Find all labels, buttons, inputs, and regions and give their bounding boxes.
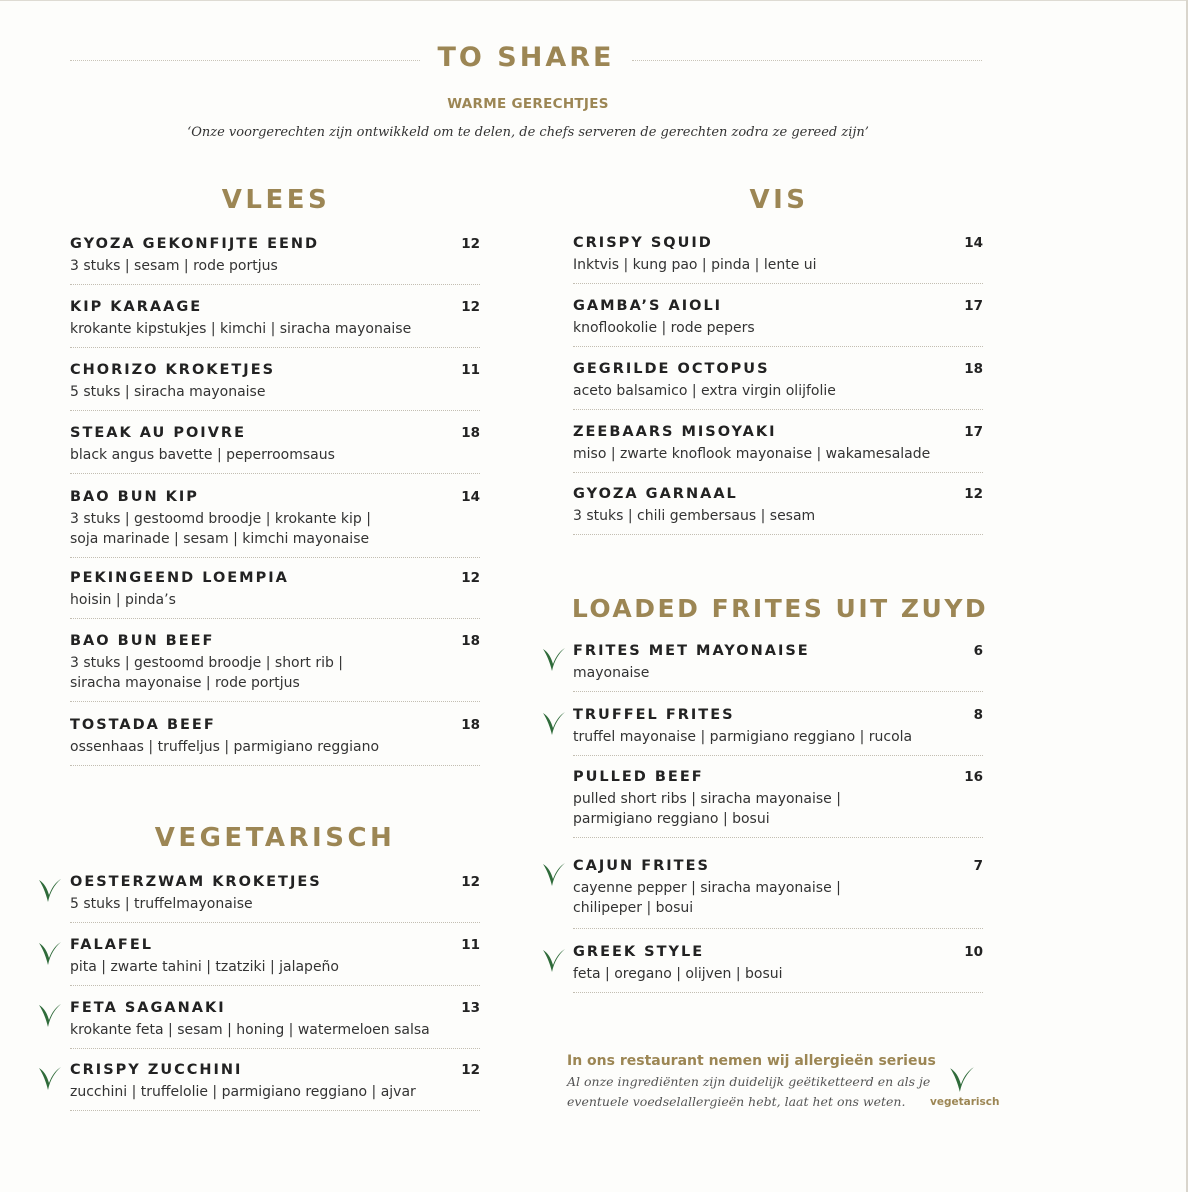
item-divider	[573, 992, 983, 993]
vegetarian-leaf-icon	[37, 1064, 63, 1092]
item-name: KIP KARAAGE	[70, 299, 203, 315]
item-name: BAO BUN KIP	[70, 489, 199, 505]
item-description: knoflookolie | rode pepers	[573, 320, 755, 336]
item-description: krokante feta | sesam | honing | watermeloen salsa	[70, 1022, 430, 1038]
item-description: 5 stuks | siracha mayonaise	[70, 384, 266, 400]
item-price: 18	[461, 633, 480, 649]
section-title-frites: LOADED FRITES UIT ZUYD	[571, 594, 989, 623]
item-description: Inktvis | kung pao | pinda | lente ui	[573, 257, 817, 273]
item-price: 12	[461, 874, 480, 890]
item-divider	[70, 1048, 480, 1049]
item-name: FETA SAGANAKI	[70, 1000, 226, 1016]
item-description: siracha mayonaise | rode portjus	[70, 675, 300, 691]
section-title-vegetarisch: VEGETARISCH	[154, 823, 396, 853]
vegetarian-leaf-icon	[541, 709, 567, 737]
item-description: truffel mayonaise | parmigiano reggiano | rucola	[573, 729, 913, 745]
item-divider	[70, 410, 480, 411]
item-name: CAJUN FRITES	[573, 858, 710, 874]
item-description: chilipeper | bosui	[573, 900, 694, 916]
item-price: 11	[461, 362, 480, 378]
item-price: 10	[964, 944, 983, 960]
item-name: GYOZA GEKONFIJTE EEND	[70, 236, 320, 252]
item-price: 14	[461, 489, 480, 505]
vegetarian-legend-leaf-icon	[948, 1064, 976, 1094]
item-divider	[573, 472, 983, 473]
item-divider	[573, 409, 983, 410]
item-name: BAO BUN BEEF	[70, 633, 215, 649]
item-name: PEKINGEEND LOEMPIA	[70, 570, 289, 586]
item-divider	[70, 347, 480, 348]
item-price: 12	[461, 236, 480, 252]
item-name: ZEEBAARS MISOYAKI	[573, 424, 777, 440]
vegetarian-leaf-icon	[37, 1001, 63, 1029]
item-name: OESTERZWAM KROKETJES	[70, 874, 322, 890]
item-divider	[573, 837, 983, 838]
item-description: krokante kipstukjes | kimchi | siracha mayonaise	[70, 321, 412, 337]
item-name: GYOZA GARNAAL	[573, 486, 738, 502]
item-description: ossenhaas | truffeljus | parmigiano reggiano	[70, 739, 380, 755]
item-name: GEGRILDE OCTOPUS	[573, 361, 770, 377]
item-divider	[70, 765, 480, 766]
item-price: 12	[964, 486, 983, 502]
item-price: 18	[461, 717, 480, 733]
item-name: PULLED BEEF	[573, 769, 704, 785]
item-description: feta | oregano | olijven | bosui	[573, 966, 783, 982]
item-name: GAMBA’S AIOLI	[573, 298, 723, 314]
item-description: pita | zwarte tahini | tzatziki | jalapeño	[70, 959, 339, 975]
item-name: CHORIZO KROKETJES	[70, 362, 276, 378]
intro-text: ‘Onze voorgerechten zijn ontwikkeld om te delen, de chefs serveren de gerechten zodra ze gereed zijn’	[187, 125, 869, 140]
page-border-right	[1186, 0, 1188, 1192]
allergy-notice-line: Al onze ingrediënten zijn duidelijk geëtiketteerd en als je	[567, 1074, 931, 1089]
allergy-notice-text	[567, 1072, 930, 1112]
item-divider	[70, 985, 480, 986]
page-title: TO SHARE	[437, 42, 615, 73]
item-name: GREEK STYLE	[573, 944, 705, 960]
item-divider	[573, 928, 983, 929]
item-name: CRISPY ZUCCHINI	[70, 1062, 243, 1078]
item-divider	[573, 755, 983, 756]
allergy-notice-line: eventuele voedselallergieën hebt, laat het ons weten.	[567, 1094, 906, 1109]
item-divider	[70, 701, 480, 702]
item-divider	[573, 534, 983, 535]
page-subtitle: WARME GERECHTJES	[447, 96, 609, 112]
item-name: TRUFFEL FRITES	[573, 707, 735, 723]
vegetarian-leaf-icon	[37, 939, 63, 967]
vegetarian-leaf-icon	[541, 860, 567, 888]
item-price: 11	[461, 937, 480, 953]
vegetarian-leaf-icon	[37, 876, 63, 904]
item-name: STEAK AU POIVRE	[70, 425, 246, 441]
item-divider	[573, 346, 983, 347]
item-price: 12	[461, 299, 480, 315]
section-title-vis: VIS	[749, 185, 809, 215]
item-description: mayonaise	[573, 665, 650, 681]
item-description: parmigiano reggiano | bosui	[573, 811, 770, 827]
item-price: 12	[461, 570, 480, 586]
item-price: 14	[964, 235, 983, 251]
section-title-vlees: VLEES	[221, 185, 331, 215]
item-description: pulled short ribs | siracha mayonaise |	[573, 791, 841, 807]
item-divider	[70, 1110, 480, 1111]
item-price: 7	[973, 858, 983, 874]
vegetarian-leaf-icon	[541, 946, 567, 974]
item-description: 3 stuks | gestoomd broodje | short rib |	[70, 655, 344, 671]
header	[70, 40, 982, 80]
item-name: FALAFEL	[70, 937, 153, 953]
item-description: 3 stuks | gestoomd broodje | krokante kip |	[70, 511, 371, 527]
vegetarian-legend-label: vegetarisch	[930, 1096, 1000, 1108]
item-description: hoisin | pinda’s	[70, 592, 176, 608]
item-description: miso | zwarte knoflook mayonaise | wakamesalade	[573, 446, 931, 462]
item-price: 17	[964, 298, 983, 314]
item-description: zucchini | truffelolie | parmigiano reggiano | ajvar	[70, 1084, 416, 1100]
item-description: black angus bavette | peperroomsaus	[70, 447, 335, 463]
item-name: FRITES MET MAYONAISE	[573, 643, 810, 659]
item-price: 18	[964, 361, 983, 377]
item-price: 12	[461, 1062, 480, 1078]
vegetarian-leaf-icon	[541, 645, 567, 673]
item-name: TOSTADA BEEF	[70, 717, 216, 733]
item-price: 8	[973, 707, 983, 723]
item-divider	[70, 618, 480, 619]
item-price: 13	[461, 1000, 480, 1016]
item-description: 5 stuks | truffelmayonaise	[70, 896, 253, 912]
item-description: aceto balsamico | extra virgin olijfolie	[573, 383, 836, 399]
item-divider	[573, 691, 983, 692]
item-divider	[70, 557, 480, 558]
item-description: soja marinade | sesam | kimchi mayonaise	[70, 531, 370, 547]
item-price: 6	[973, 643, 983, 659]
item-price: 16	[964, 769, 983, 785]
item-divider	[70, 473, 480, 474]
item-price: 17	[964, 424, 983, 440]
item-divider	[70, 922, 480, 923]
item-description: 3 stuks | sesam | rode portjus	[70, 258, 278, 274]
allergy-notice-title: In ons restaurant nemen wij allergieën serieus	[567, 1053, 936, 1069]
item-price: 18	[461, 425, 480, 441]
item-description: 3 stuks | chili gembersaus | sesam	[573, 508, 816, 524]
item-divider	[573, 283, 983, 284]
page-border-top	[0, 0, 1188, 1]
item-description: cayenne pepper | siracha mayonaise |	[573, 880, 841, 896]
item-divider	[70, 284, 480, 285]
item-name: CRISPY SQUID	[573, 235, 713, 251]
